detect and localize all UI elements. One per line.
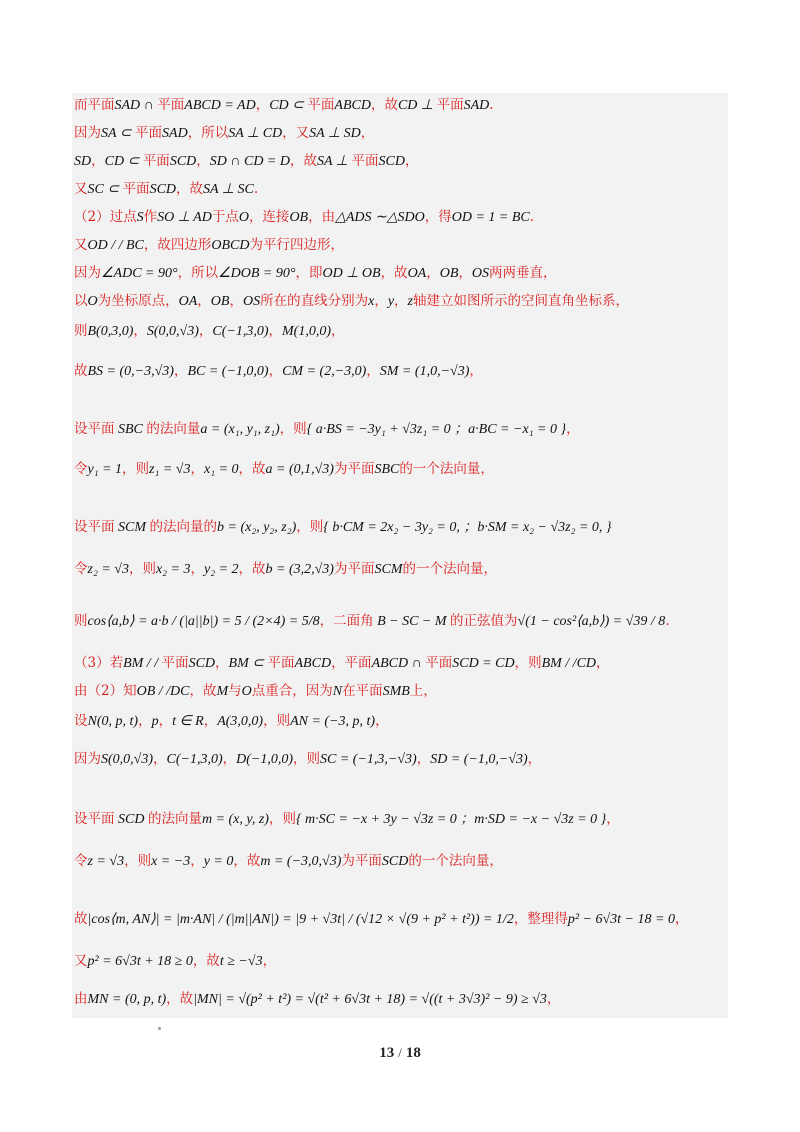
solution-line <box>74 322 345 341</box>
solution-line <box>74 96 494 115</box>
text-segment: ，故 <box>166 991 194 1007</box>
text-segment: ，故 <box>192 953 220 969</box>
math-expression: SA ⊥ CD <box>228 126 283 141</box>
math-expression: OBCD <box>211 238 250 253</box>
math-expression: OS <box>242 294 261 309</box>
text-segment: ，则 <box>514 655 542 671</box>
text-segment: 的一个法向量， <box>408 853 503 869</box>
math-expression: C(−1,3,0) <box>212 324 269 339</box>
math-expression: SD = (−1,0,−√3) <box>430 752 528 767</box>
math-expression: M(1,0,0) <box>282 324 332 339</box>
text-segment: ， <box>173 363 188 379</box>
math-expression: N <box>332 684 343 699</box>
text-segment: ，则 <box>296 519 324 535</box>
text-segment: ，所以 <box>177 265 219 281</box>
math-expression: x = −3 <box>151 854 191 869</box>
text-segment: 上， <box>409 683 437 699</box>
math-expression: △ADS ∼△SDO <box>335 210 425 225</box>
text-segment: 平面 <box>135 125 163 141</box>
math-expression: A(3,0,0) <box>217 714 264 729</box>
math-expression: BM / / <box>123 656 162 671</box>
text-segment: 轴建立如图所示的空间直角坐标系， <box>412 293 629 309</box>
math-expression: ABCD <box>294 656 332 671</box>
text-segment: ，所以 <box>187 125 229 141</box>
text-segment: 以 <box>74 293 88 309</box>
math-expression: N(0, p, t) <box>87 714 139 729</box>
solution-line <box>74 362 483 381</box>
solution-line <box>74 682 437 701</box>
text-segment: ， <box>458 265 472 281</box>
math-expression: S <box>136 210 144 225</box>
math-expression: D(−1,0,0) <box>236 752 294 767</box>
math-expression: SAD <box>162 126 188 141</box>
text-segment: 因为 <box>74 265 101 281</box>
math-expression: CM = (2,−3,0) <box>282 364 367 379</box>
math-expression: z₁ = √3 <box>149 462 191 477</box>
text-segment: ， <box>215 655 229 671</box>
math-expression: S(0,0,√3) <box>146 324 199 339</box>
text-segment: 由 <box>74 991 88 1007</box>
math-expression: SA ⊂ <box>101 126 136 141</box>
text-segment: ，故 <box>238 461 266 477</box>
text-segment: 设平面 <box>74 519 115 535</box>
text-segment: ，故 <box>380 265 408 281</box>
text-segment: 的一个法向量， <box>402 561 497 577</box>
text-segment: ， <box>255 97 270 113</box>
math-expression: SBC <box>374 462 400 477</box>
text-segment: ， <box>190 853 204 869</box>
math-expression: ABCD ∩ <box>371 656 426 671</box>
text-segment: ，由 <box>308 209 336 225</box>
text-segment: ，故 <box>176 181 204 197</box>
text-segment: ， <box>416 751 431 767</box>
solution-line <box>74 460 494 479</box>
math-expression: OA <box>178 294 198 309</box>
math-expression: SC = (−1,3,−√3) <box>320 752 417 767</box>
text-segment: ， <box>190 561 204 577</box>
text-segment: ， <box>229 293 243 309</box>
text-segment: 平面 <box>267 655 295 671</box>
solution-line <box>74 236 344 255</box>
text-segment: 令 <box>74 561 88 577</box>
math-expression: y₂ = 2 <box>203 562 239 577</box>
math-expression: BC = (−1,0,0) <box>187 364 269 379</box>
math-expression: O <box>241 684 252 699</box>
math-expression: SCM <box>374 562 403 577</box>
text-segment: ， <box>196 153 210 169</box>
math-expression: SCD <box>378 154 405 169</box>
text-segment: 又 <box>74 953 88 969</box>
text-segment: ， <box>268 323 283 339</box>
text-segment: ，则 <box>122 461 150 477</box>
text-segment: 两两垂直， <box>489 265 557 281</box>
text-segment: ，即 <box>295 265 323 281</box>
math-expression: SC ⊂ <box>87 182 123 197</box>
text-segment: ， <box>426 265 440 281</box>
math-expression: ∠DOB = 90° <box>218 266 296 281</box>
text-segment: ，则 <box>279 421 307 437</box>
math-expression: y = 0 <box>203 854 234 869</box>
solution-line <box>74 518 612 537</box>
math-expression: B − SC − M <box>373 614 451 629</box>
text-segment: 令 <box>74 853 88 869</box>
text-segment: ， <box>527 751 542 767</box>
math-expression: B(0,3,0) <box>87 324 134 339</box>
solution-line <box>74 264 557 283</box>
math-expression: S(0,0,√3) <box>101 752 154 767</box>
text-segment: ，故 <box>290 153 317 169</box>
math-expression: OB <box>439 266 459 281</box>
text-segment: 设平面 <box>74 421 115 437</box>
math-expression: a = (0,1,√3) <box>265 462 334 477</box>
page-total: 18 <box>405 1045 421 1061</box>
text-segment: ， <box>222 751 237 767</box>
text-segment: ， <box>596 655 610 671</box>
text-segment: 平面 <box>161 655 189 671</box>
text-segment: 与 <box>228 683 242 699</box>
math-expression: m = (−3,0,√3) <box>260 854 342 869</box>
text-segment: ，则 <box>263 713 291 729</box>
math-expression: SCD <box>188 656 216 671</box>
text-segment: ， <box>469 363 483 379</box>
text-segment: 的一个法向量， <box>399 461 494 477</box>
math-expression: { b·CM = 2x₂ − 3y₂ = 0, ；b·SM = x₂ − √3z₂ = 0, } <box>323 520 612 535</box>
text-segment: 则 <box>74 323 88 339</box>
text-segment: 平面 <box>351 153 379 169</box>
text-segment: ，连接 <box>248 209 290 225</box>
solution-line <box>74 952 276 971</box>
math-expression: b = (3,2,√3) <box>265 562 334 577</box>
solution-line <box>74 292 629 311</box>
solution-line <box>74 810 620 829</box>
text-segment: ， <box>375 713 389 729</box>
text-segment: 故 <box>74 911 88 927</box>
text-segment: . <box>253 181 259 197</box>
math-expression: ABCD <box>334 98 371 113</box>
math-expression: z₂ = √3 <box>87 562 129 577</box>
math-expression: |MN| = √(p² + t²) = √(t² + 6√3t + 18) = √((t + 3√3)² − 9) ≥ √3 <box>193 992 547 1007</box>
math-expression: SD ∩ CD = D <box>209 154 290 169</box>
math-expression: OD ⊥ OB <box>322 266 381 281</box>
math-expression: x <box>368 294 375 309</box>
math-expression: SMB <box>382 684 410 699</box>
text-segment: ，则 <box>268 811 296 827</box>
solution-line <box>74 750 541 769</box>
text-segment: 于点 <box>211 209 239 225</box>
math-expression: SCD <box>149 182 177 197</box>
math-expression: SAD <box>463 98 490 113</box>
solution-line <box>74 152 418 171</box>
solution-line <box>74 560 497 579</box>
text-segment: ， <box>153 751 167 767</box>
math-expression: SM = (1,0,−√3) <box>379 364 470 379</box>
text-segment: 作 <box>143 209 158 225</box>
math-expression: x₁ = 0 <box>203 462 239 477</box>
math-expression: MN = (0, p, t) <box>87 992 167 1007</box>
solution-line <box>74 420 580 439</box>
math-expression: OB / /DC <box>136 684 190 699</box>
text-segment: . <box>489 97 494 113</box>
text-segment: ， <box>374 293 388 309</box>
math-expression: SO ⊥ AD <box>157 210 212 225</box>
math-expression: OB <box>210 294 230 309</box>
text-segment: 为平面 <box>333 561 375 577</box>
text-segment: ， <box>91 153 105 169</box>
math-expression: cos⟨a,b⟩ = a·b / (|a||b|) = 5 / (2×4) = 5/8 <box>87 614 320 629</box>
text-segment: ， <box>566 421 580 437</box>
text-segment: 因为 <box>74 751 101 767</box>
math-expression: AN = (−3, p, t) <box>290 714 376 729</box>
math-expression: SCD <box>381 854 409 869</box>
page-number <box>0 1045 800 1062</box>
text-segment: ，又 <box>282 125 310 141</box>
solution-line <box>74 852 503 871</box>
text-segment: 又 <box>74 237 88 253</box>
text-segment: 平面 <box>307 97 335 113</box>
math-expression: CD ⊂ <box>104 154 143 169</box>
text-segment: ， <box>262 953 277 969</box>
text-segment: 而平面 <box>74 97 115 113</box>
text-segment: 点重合，因为 <box>251 683 333 699</box>
math-expression: SA ⊥ SC <box>203 182 254 197</box>
text-segment: ，故 <box>189 683 217 699</box>
text-segment: 又 <box>74 181 88 197</box>
text-segment: ，整理得 <box>513 911 568 927</box>
math-expression: CD ⊂ <box>269 98 308 113</box>
text-segment: 所在的直线分别为 <box>260 293 369 309</box>
math-expression: x₂ = 3 <box>155 562 191 577</box>
text-segment: 设平面 <box>74 811 115 827</box>
text-segment: ，故 <box>370 97 398 113</box>
text-segment: ， <box>674 911 689 927</box>
solution-line <box>74 180 258 199</box>
solution-line <box>74 712 389 731</box>
math-expression: ∠ADC = 90° <box>101 266 178 281</box>
content-panel <box>72 93 728 1018</box>
text-segment: 为平面 <box>333 461 375 477</box>
text-segment: ， <box>190 461 204 477</box>
math-expression: |cos⟨m, AN⟩| = |m·AN| / (|m||AN|) = |9 + √3t| / (√12 × √(9 + p² + t²)) = 1/2 <box>87 912 514 927</box>
text-segment: 平面 <box>157 97 185 113</box>
text-segment: ， <box>158 713 173 729</box>
math-expression: OS <box>471 266 490 281</box>
math-expression: b = (x₂, y₂, z₂) <box>217 520 297 535</box>
math-expression: a = (x₁, y₁, z₁) <box>200 422 280 437</box>
text-segment: 的法向量 <box>147 811 202 827</box>
text-segment: ， <box>360 125 375 141</box>
solution-line <box>74 910 688 929</box>
text-segment: （3）若 <box>74 655 124 671</box>
solution-line <box>74 990 560 1009</box>
math-expression: C(−1,3,0) <box>166 752 223 767</box>
math-expression: SA ⊥ <box>317 154 352 169</box>
math-expression: SCM <box>114 520 150 535</box>
math-expression: OD / / BC <box>87 238 144 253</box>
text-segment: ， <box>394 293 408 309</box>
text-segment: ，故四边形 <box>143 237 212 253</box>
text-segment: 平面 <box>122 181 150 197</box>
text-segment: 为坐标原点， <box>97 293 179 309</box>
text-segment: . <box>529 209 535 225</box>
stray-mark <box>158 1027 161 1030</box>
math-expression: O <box>87 294 98 309</box>
math-expression: p² = 6√3t + 18 ≥ 0 <box>87 954 193 969</box>
text-segment: 的正弦值为 <box>450 613 518 629</box>
text-segment: ， <box>203 713 218 729</box>
math-expression: y₁ = 1 <box>87 462 123 477</box>
text-segment: 故 <box>74 363 88 379</box>
math-expression: SA ⊥ SD <box>309 126 361 141</box>
text-segment: ， <box>331 323 345 339</box>
math-expression: O <box>238 210 249 225</box>
text-segment: ，二面角 <box>319 613 374 629</box>
text-segment: ， <box>197 293 211 309</box>
solution-line <box>74 612 670 631</box>
math-expression: SBC <box>114 422 147 437</box>
solution-line <box>74 654 610 673</box>
text-segment: 的法向量 <box>146 421 201 437</box>
math-expression: BS = (0,−3,√3) <box>87 364 174 379</box>
text-segment: ， <box>546 991 561 1007</box>
math-expression: √(1 − cos²⟨a,b⟩) = √39 / 8 <box>517 614 666 629</box>
math-expression: p² − 6√3t − 18 = 0 <box>567 912 675 927</box>
text-segment: 由（2）知 <box>74 683 137 699</box>
text-segment: ，故 <box>233 853 261 869</box>
text-segment: 平面 <box>425 655 453 671</box>
math-expression: SCD = CD <box>452 656 515 671</box>
text-segment: ， <box>404 153 419 169</box>
math-expression: SAD ∩ <box>114 98 158 113</box>
math-expression: z <box>407 294 413 309</box>
math-expression: { a·BS = −3y₁ + √3z₁ = 0 ；a·BC = −x₁ = 0 } <box>306 422 567 437</box>
solution-line <box>74 124 374 143</box>
text-segment: ， <box>133 323 147 339</box>
text-segment: ，则 <box>293 751 321 767</box>
text-segment: ， <box>366 363 380 379</box>
text-segment: 令 <box>74 461 88 477</box>
math-expression: CD ⊥ <box>397 98 437 113</box>
math-expression: M <box>216 684 229 699</box>
text-segment: ， <box>198 323 213 339</box>
solution-line <box>74 208 534 227</box>
math-expression: BM / /CD <box>541 656 597 671</box>
text-segment: ，则 <box>128 561 156 577</box>
text-segment: ，则 <box>124 853 152 869</box>
page-separator: / <box>398 1045 402 1060</box>
text-segment: ，平面 <box>331 655 372 671</box>
page-current: 13 <box>379 1045 395 1061</box>
text-segment: ， <box>138 713 152 729</box>
text-segment: 平面 <box>142 153 170 169</box>
math-expression: OB <box>289 210 309 225</box>
text-segment: . <box>665 613 670 629</box>
math-expression: BM ⊂ <box>228 656 268 671</box>
math-expression: SCD <box>114 812 148 827</box>
math-expression: SCD <box>169 154 197 169</box>
math-expression: OA <box>407 266 427 281</box>
math-expression: y <box>387 294 395 309</box>
text-segment: ，得 <box>424 209 452 225</box>
text-segment: 在平面 <box>342 683 383 699</box>
math-expression: t ∈ R <box>172 714 204 729</box>
text-segment: 为平面 <box>341 853 382 869</box>
math-expression: m = (x, y, z) <box>201 812 269 827</box>
math-expression: p <box>151 714 159 729</box>
text-segment: （2）过点 <box>74 209 137 225</box>
text-segment: ，故 <box>238 561 266 577</box>
math-expression: OD = 1 = BC <box>451 210 530 225</box>
text-segment: ， <box>268 363 283 379</box>
text-segment: 的法向量的 <box>149 519 217 535</box>
text-segment: 设 <box>74 713 88 729</box>
math-expression: SD <box>74 154 92 169</box>
text-segment: ， <box>606 811 620 827</box>
text-segment: 平面 <box>436 97 464 113</box>
math-expression: z = √3 <box>87 854 125 869</box>
text-segment: 因为 <box>74 125 101 141</box>
math-expression: { m·SC = −x + 3y − √3z = 0 ；m·SD = −x − √3z = 0 } <box>295 812 607 827</box>
math-expression: t ≥ −√3 <box>219 954 263 969</box>
text-segment: 则 <box>74 613 88 629</box>
math-expression: ABCD = AD <box>184 98 256 113</box>
text-segment: 为平行四边形， <box>249 237 345 253</box>
